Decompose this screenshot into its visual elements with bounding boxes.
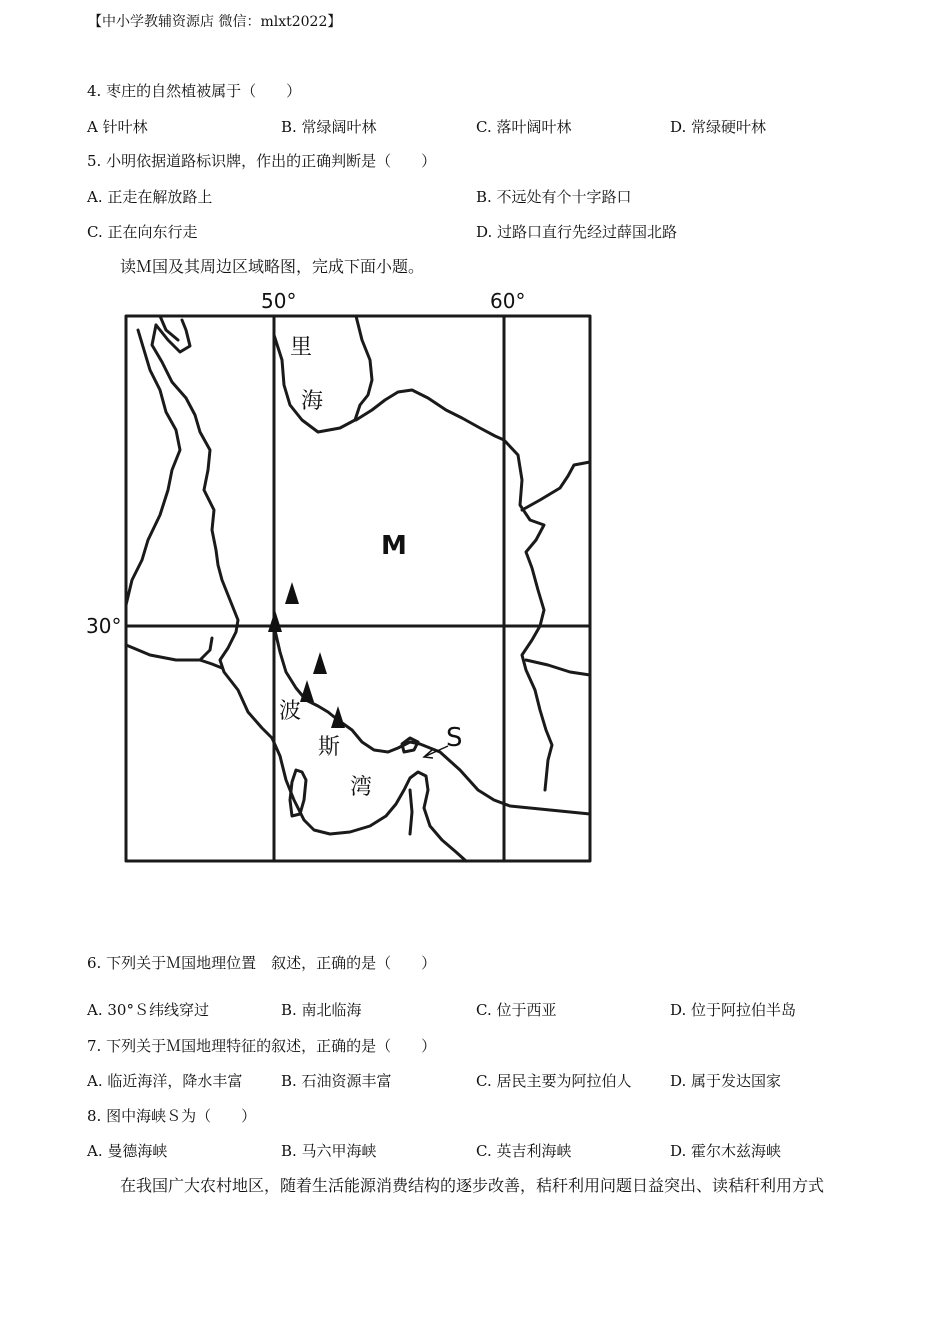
caspian-label-2: 海 xyxy=(301,389,324,414)
question-4-option-b: B. 常绿阔叶林 xyxy=(281,118,377,136)
question-5-option-c: C. 正在向东行走 xyxy=(87,223,198,241)
question-6-stem: 6. 下列关于Ｍ国地理位置 叙述，正确的是（ ） xyxy=(87,954,437,972)
question-7-option-b: B. 石油资源丰富 xyxy=(281,1072,392,1090)
question-8-option-d: D. 霍尔木兹海峡 xyxy=(670,1142,782,1160)
question-7-option-c: C. 居民主要为阿拉伯人 xyxy=(476,1072,632,1090)
lon-label-50: 50° xyxy=(261,289,297,313)
page-header: 【中小学教辅资源店 微信：mlxt2022】 xyxy=(88,14,342,30)
question-4-option-d: D. 常绿硬叶林 xyxy=(670,118,767,136)
question-8-option-b: B. 马六甲海峡 xyxy=(281,1142,377,1160)
kuwait-border xyxy=(200,660,222,668)
question-7-stem: 7. 下列关于Ｍ国地理特征的叙述，正确的是（ ） xyxy=(87,1037,437,1055)
east-border-3 xyxy=(526,660,590,675)
m-east-border xyxy=(504,440,552,790)
question-4-stem: 4. 枣庄的自然植被属于（ ） xyxy=(87,82,302,100)
oil-field-marker-4 xyxy=(300,680,314,702)
question-5-option-b: B. 不远处有个十字路口 xyxy=(476,188,632,206)
question-8-option-c: C. 英吉利海峡 xyxy=(476,1142,572,1160)
m-west-border xyxy=(152,325,272,738)
question-6-option-c: C. 位于西亚 xyxy=(476,1001,557,1019)
question-5-stem: 5. 小明依据道路标识牌，作出的正确判断是（ ） xyxy=(87,152,437,170)
gulf-label-3: 湾 xyxy=(350,775,373,800)
iraq-south-border xyxy=(126,638,212,660)
oil-field-marker-2 xyxy=(268,610,282,632)
caspian-coast xyxy=(274,316,372,432)
west-border-outer xyxy=(126,330,180,605)
oil-field-marker-1 xyxy=(285,582,299,604)
question-7-option-d: D. 属于发达国家 xyxy=(670,1072,782,1090)
question-6-option-d: D. 位于阿拉伯半岛 xyxy=(670,1001,797,1019)
m-north-border xyxy=(356,390,504,440)
country-m-label: M xyxy=(381,531,407,561)
question-8-option-a: A. 曼德海峡 xyxy=(87,1142,168,1160)
region-map xyxy=(80,285,600,870)
map-instruction: 读Ｍ国及其周边区域略图，完成下面小题。 xyxy=(120,257,425,276)
lat-label-30: 30° xyxy=(86,614,122,638)
east-border-2 xyxy=(522,462,590,510)
question-5-option-a: A. 正走在解放路上 xyxy=(87,188,213,206)
question-4-option-a: A 针叶林 xyxy=(87,118,148,136)
caspian-label-1: 里 xyxy=(290,335,313,360)
gulf-label-1: 波 xyxy=(279,699,302,724)
question-5-option-d: D. 过路口直行先经过薛国北路 xyxy=(476,223,678,241)
gulf-label-2: 斯 xyxy=(318,735,341,760)
peninsula-detail xyxy=(410,790,412,834)
strait-s-label: S xyxy=(446,723,463,753)
question-6-option-b: B. 南北临海 xyxy=(281,1001,362,1019)
question-4-option-c: C. 落叶阔叶林 xyxy=(476,118,572,136)
north-coast-detail xyxy=(160,316,178,340)
oil-field-marker-3 xyxy=(313,652,327,674)
lon-label-60: 60° xyxy=(490,289,526,313)
question-8-stem: 8. 图中海峡Ｓ为（ ） xyxy=(87,1107,257,1125)
question-7-option-a: A. 临近海洋，降水丰富 xyxy=(87,1072,243,1090)
straw-instruction: 在我国广大农村地区，随着生活能源消费结构的逐步改善，秸秆利用问题日益突出、读秸秆利用方式 xyxy=(120,1176,825,1195)
question-6-option-a: A. 30°Ｓ纬线穿过 xyxy=(87,1001,209,1019)
